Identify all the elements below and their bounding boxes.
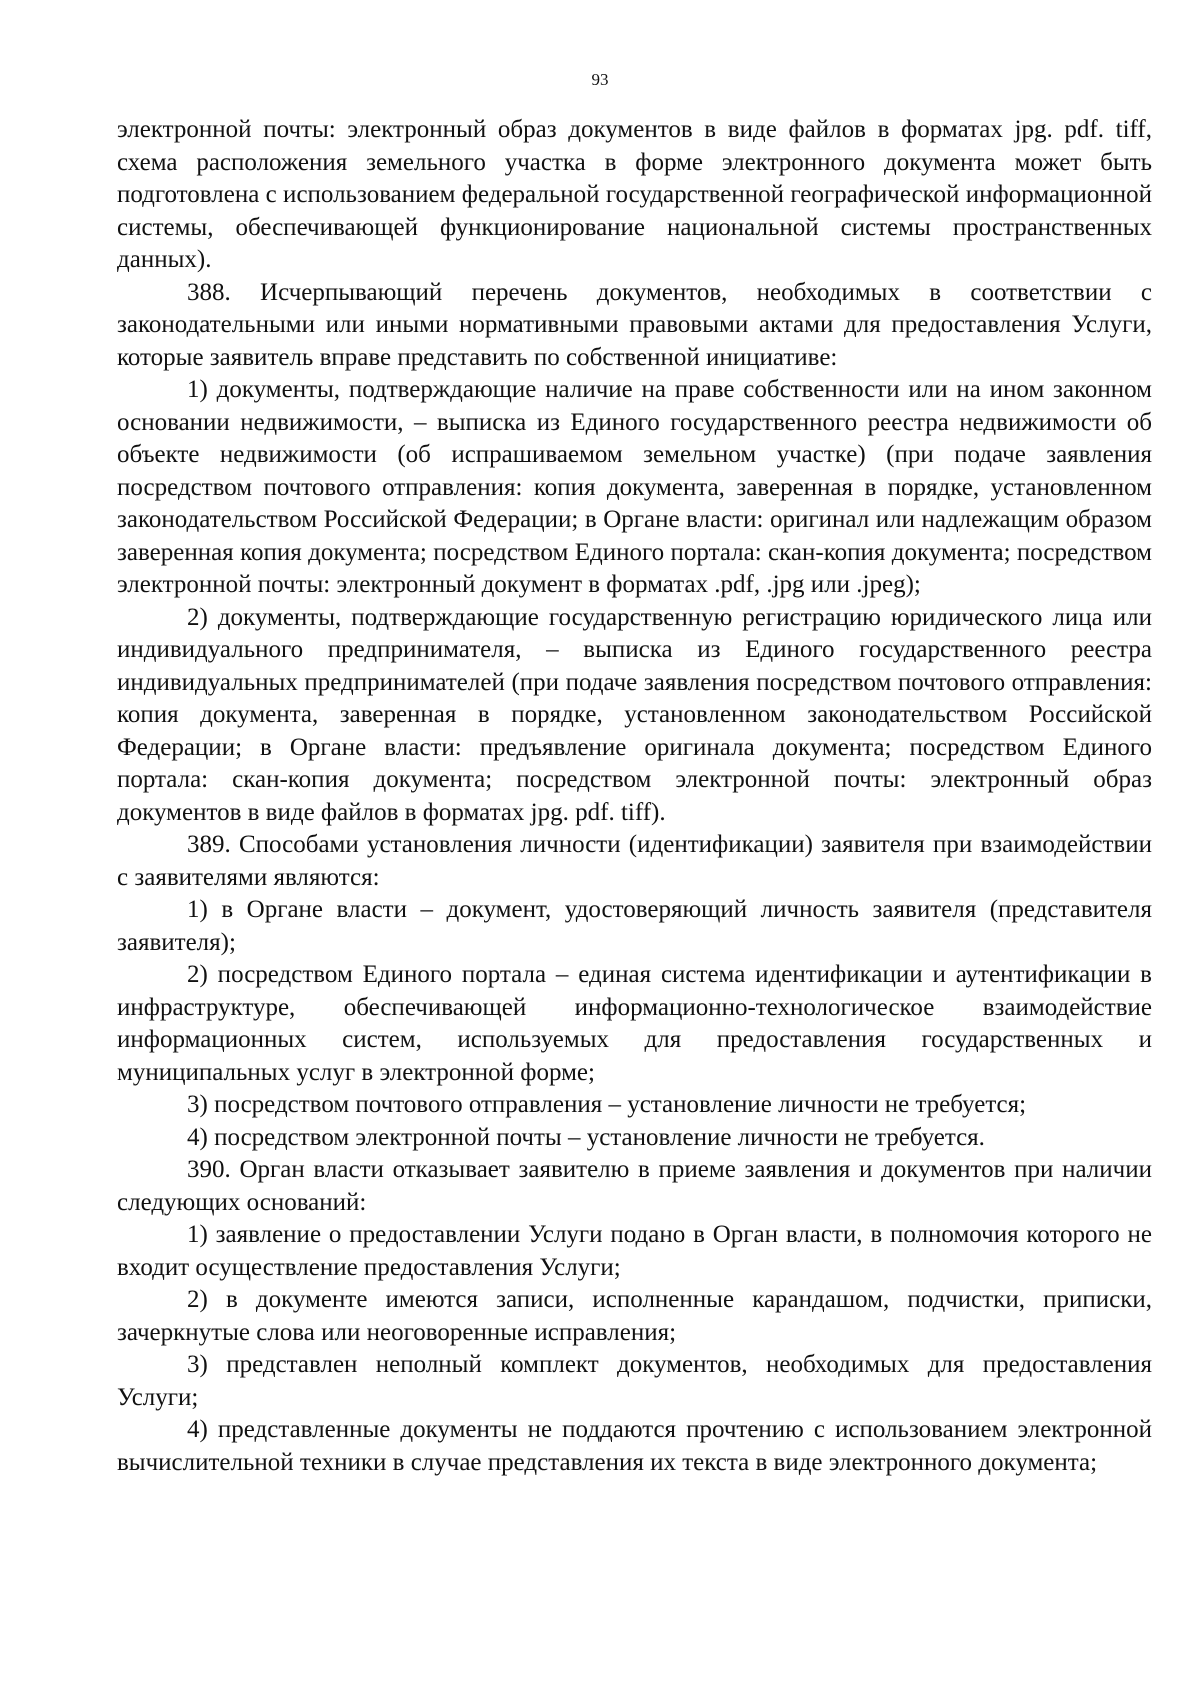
paragraph: 2) документы, подтверждающие государственную регистрацию юридического лица или индивидуального предпринимателя, – выписка из Единого государственного реестра индивидуальных предпринимателей (при подаче заявления посредством почтового отправления: копия документа, заверенная в порядке, установленном законодательством Российской Федерации; в Органе власти: предъявление оригинала документа; посредством Единого портала: скан-копия документа; посредством электронной почты: электронный образ документов в виде файлов в форматах jpg. pdf. tiff).: [117, 603, 1152, 826]
paragraph: 4) посредством электронной почты – установление личности не требуется.: [187, 1123, 985, 1151]
paragraph: 390. Орган власти отказывает заявителю в приеме заявления и документов при наличии следующих оснований:: [117, 1156, 1152, 1216]
page-number: 93: [591, 70, 609, 89]
paragraph: 388. Исчерпывающий перечень документов, необходимых в соответствии с законодательными или иными нормативными правовыми актами для предоставления Услуги, которые заявитель вправе представить по собственной инициативе:: [117, 278, 1152, 371]
paragraph: 389. Способами установления личности (идентификации) заявителя при взаимодействии с заявителями являются:: [117, 831, 1152, 891]
paragraph: 1) в Органе власти – документ, удостоверяющий личность заявителя (представителя заявителя);: [117, 896, 1152, 956]
paragraph: 3) представлен неполный комплект документов, необходимых для предоставления Услуги;: [117, 1351, 1152, 1411]
paragraph: 2) в документе имеются записи, исполненные карандашом, подчистки, приписки, зачеркнутые слова или неоговоренные исправления;: [117, 1286, 1152, 1346]
paragraph: 4) представленные документы не поддаются прочтению с использованием электронной вычислительной техники в случае представления их текста в виде электронного документа;: [117, 1416, 1152, 1476]
paragraph: электронной почты: электронный образ документов в виде файлов в форматах jpg. pdf. tiff, схема расположения земельного участка в форме электронного документа может быть подготовлена с использованием федеральной государственной географической информационной системы, обеспечивающей функционирование национальной системы пространственных данных).: [117, 116, 1152, 273]
paragraph: 1) документы, подтверждающие наличие на праве собственности или на ином законном основании недвижимости, – выписка из Единого государственного реестра недвижимости об объекте недвижимости (об испрашиваемом земельном участке) (при подаче заявления посредством почтового отправления: копия документа, заверенная в порядке, установленном законодательством Российской Федерации; в Органе власти: оригинал или надлежащим образом заверенная копия документа; посредством Единого портала: скан-копия документа; посредством электронной почты: электронный документ в форматах .pdf, .jpg или .jpeg);: [117, 376, 1152, 598]
paragraph: 1) заявление о предоставлении Услуги подано в Орган власти, в полномочия которого не входит осуществление предоставления Услуги;: [117, 1221, 1152, 1281]
paragraph: 2) посредством Единого портала – единая система идентификации и аутентификации в инфраструктуре, обеспечивающей информационно-технологическое взаимодействие информационных систем, используемых для предоставления государственных и муниципальных услуг в электронной форме;: [117, 961, 1152, 1086]
document-body: [117, 114, 1152, 1479]
paragraph: 3) посредством почтового отправления – установление личности не требуется;: [187, 1091, 1027, 1118]
